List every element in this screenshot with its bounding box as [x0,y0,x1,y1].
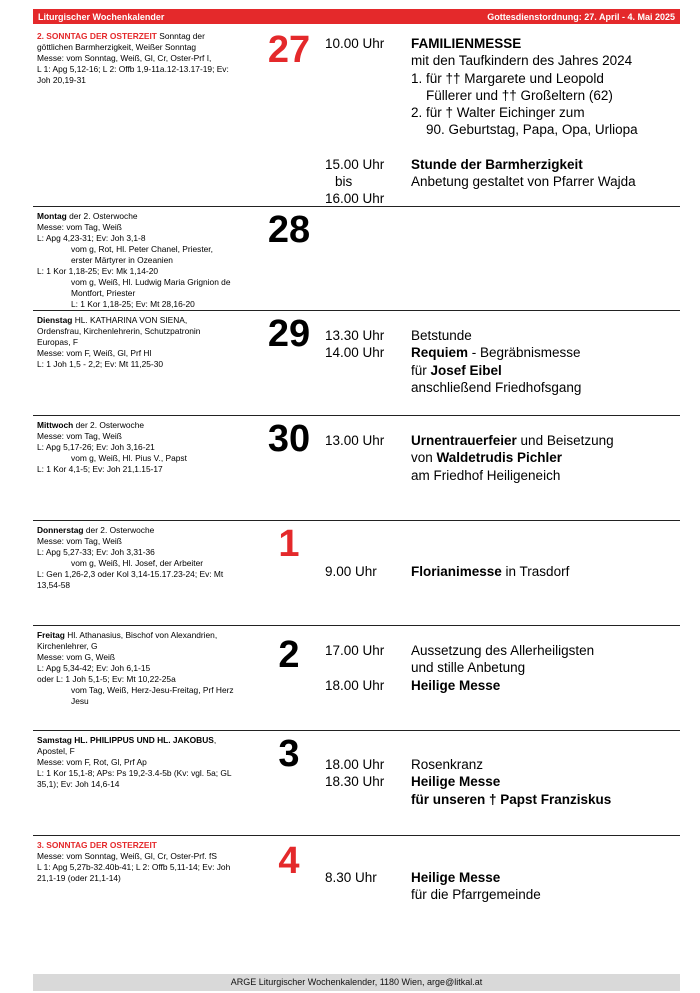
liturgy-line [37,288,261,299]
header-title: Liturgischer Wochenkalender [38,11,165,22]
service-row [325,467,675,484]
service-row [325,756,675,773]
service-title: Josef Eibel [430,362,502,378]
service-text: und Beisetzung [516,433,614,448]
service-time [325,449,411,466]
service-title: Stunde der Barmherzigkeit [411,156,583,172]
liturgy-text: 35,1); Ev: Joh 14,6-14 [37,779,120,789]
day-number: 2 [278,634,300,676]
service-description [411,432,675,449]
service-description [411,70,675,87]
liturgy-day-title: Samstag HL. PHILIPPUS UND HL. JAKOBUS [37,735,214,745]
service-row [325,869,675,886]
spacer [325,529,675,546]
liturgy-line [37,244,261,255]
liturgy-info [37,840,261,884]
service-text: Rosenkranz [411,757,484,772]
service-row [325,791,675,808]
service-description [411,52,675,69]
service-text: Anbetung gestaltet von Pfarrer Wajda [411,174,636,190]
liturgy-line [37,652,261,663]
service-row [325,362,675,379]
liturgy-line [37,53,261,64]
service-time [325,87,411,104]
service-row [325,173,675,190]
service-list [325,529,675,580]
service-row [325,327,675,344]
liturgy-line [37,630,261,641]
service-time: 10.00 Uhr [325,36,385,51]
service-time: 16.00 Uhr [325,191,385,207]
liturgy-text: Messe: vom G, Weiß [37,652,116,662]
liturgy-line [37,873,261,884]
service-title: Heilige Messe [411,677,501,693]
liturgy-text: Apostel, F [37,746,75,756]
service-description [411,87,675,104]
service-title: Heilige Messe [411,870,501,885]
liturgy-text: der 2. Osterwoche [73,420,145,430]
service-description [411,190,675,207]
liturgy-line [37,569,261,580]
day-number: 1 [278,523,300,565]
service-time: 17.00 Uhr [325,643,385,658]
service-row [325,52,675,69]
liturgy-line [37,75,261,86]
liturgy-day-title: Donnerstag [37,525,84,535]
liturgy-text: Kirchenlehrer, G [37,641,98,651]
day-number: 27 [267,29,311,71]
liturgy-line [37,326,261,337]
spacer [325,861,675,869]
service-text: - Begräbnismesse [468,345,581,361]
liturgy-text: vom g, Weiß, Hl. Ludwig Maria Grignion de [71,277,231,287]
service-list [325,319,675,396]
day-block [33,311,680,416]
liturgy-text: L: Apg 5,17-26; Ev: Joh 3,16-21 [37,442,155,452]
day-block [33,626,680,731]
liturgy-text: Messe: vom Tag, Weiß [37,536,122,546]
service-title: für unseren † Papst Franziskus [411,791,612,807]
liturgy-line [37,337,261,348]
liturgy-text: göttlichen Barmherzigkeit, Weißer Sonntag [37,42,197,52]
service-time [325,121,411,138]
service-description [411,869,675,886]
liturgy-line [37,851,261,862]
service-text: 2. für † Walter Eichinger zum [411,105,585,121]
service-description [411,173,675,190]
service-row [325,773,675,790]
liturgy-line [37,580,261,591]
liturgy-line [37,431,261,442]
spacer [325,844,675,861]
service-description [411,379,675,396]
liturgy-line [37,525,261,536]
service-row [325,886,675,903]
service-row [325,104,675,121]
spacer [325,634,675,642]
service-description [411,642,675,659]
liturgy-text: L 1: Apg 5,12-16; L 2: Offb 1,9-11a.12-13.17-19; Ev: [37,64,229,74]
liturgy-info [37,630,261,707]
day-block [33,416,680,521]
liturgy-text: vom g, Weiß, Hl. Josef, der Arbeiter [71,558,204,568]
service-time [325,659,411,676]
liturgy-info [37,31,261,86]
service-time: 18.00 Uhr [325,757,385,772]
service-list [325,35,675,208]
service-description [411,104,675,121]
liturgy-line [37,464,261,475]
spacer [325,424,675,432]
liturgy-line [37,558,261,569]
liturgy-text: L: Apg 4,23-31; Ev: Joh 3,1-8 [37,233,146,243]
service-description [411,156,675,173]
service-description [411,449,675,466]
liturgy-text: vom Tag, Weiß, Herz-Jesu-Freitag, Prf Herz [71,685,234,695]
service-time: bis [335,174,353,190]
service-time: 9.00 Uhr [325,564,377,579]
liturgy-text: , [213,735,217,745]
service-description [411,677,675,694]
liturgy-line [37,222,261,233]
service-title: Waldetrudis Pichler [436,450,563,466]
liturgy-line [37,266,261,277]
service-text: Füllerer und †† Großeltern (62) [426,87,613,103]
liturgy-text: L: 1 Joh 1,5 - 2,2; Ev: Mt 11,25-30 [37,359,164,369]
liturgy-line [37,862,261,873]
service-time [325,379,411,396]
liturgy-text: Messe: vom Tag, Weiß [37,431,122,441]
liturgy-day-title: 2. SONNTAG DER OSTERZEIT [37,31,157,41]
liturgy-text: HL. KATHARINA VON SIENA, [72,315,188,325]
liturgy-text: L: Apg 5,34-42; Ev: Joh 6,1-15 [37,663,151,673]
service-description [411,121,675,138]
service-list [325,424,675,484]
liturgy-text: Messe: vom Sonntag, Weiß, Gl, Cr, Oster-Prf. fS [37,851,217,861]
day-number: 3 [278,733,300,775]
service-row [325,156,675,173]
liturgy-day-title: Freitag [37,630,65,640]
liturgy-day-title: Montag [37,211,67,221]
service-time: 13.00 Uhr [325,433,385,448]
liturgy-line [37,233,261,244]
liturgy-day-title: Mittwoch [37,420,74,430]
liturgy-line [37,64,261,75]
liturgy-line [37,746,261,757]
day-number: 4 [278,840,300,882]
service-row [325,70,675,87]
liturgy-text: Jesu [71,696,89,706]
liturgy-line [37,42,261,53]
liturgy-text: L 1: Apg 5,27b-32.40b-41; L 2: Offb 5,11-14; Ev: Joh [37,862,231,872]
liturgy-line [37,277,261,288]
service-text: 90. Geburtstag, Papa, Opa, Urliopa [426,122,638,138]
liturgy-line [37,299,261,310]
service-text: für die Pfarrgemeinde [411,887,541,903]
spacer [325,319,675,327]
service-text: von [411,450,437,466]
liturgy-line [37,255,261,266]
service-time: 18.30 Uhr [325,774,385,790]
service-list [325,634,675,694]
spacer [325,139,675,156]
service-row [325,449,675,466]
service-row [325,563,675,580]
service-text: in Trasdorf [501,564,570,579]
service-text: Betstunde [411,328,472,343]
spacer [325,739,675,756]
liturgy-line [37,674,261,685]
header-date-range: Gottesdienstordnung: 27. April - 4. Mai 2025 [487,11,675,22]
service-description [411,773,675,790]
liturgy-line [37,641,261,652]
service-description [411,344,675,361]
service-description [411,35,675,52]
liturgy-info [37,735,261,790]
day-block [33,27,680,207]
service-description [411,659,675,676]
liturgy-text: vom g, Weiß, Hl. Pius V., Papst [71,453,187,463]
liturgy-text: Montfort, Priester [71,288,136,298]
liturgy-text: L: 1 Kor 1,18-25; Ev: Mk 1,14-20 [37,266,159,276]
day-number: 28 [267,209,311,251]
service-row [325,659,675,676]
service-description [411,886,675,903]
day-block [33,521,680,626]
liturgy-line [37,348,261,359]
service-title: FAMILIENMESSE [411,36,522,51]
liturgy-line [37,420,261,431]
liturgy-info [37,420,261,475]
liturgy-info [37,315,261,370]
liturgy-line [37,547,261,558]
liturgy-line [37,768,261,779]
liturgy-text: oder L: 1 Joh 5,1-5; Ev: Mt 10,22-25a [37,674,176,684]
liturgy-info [37,525,261,591]
service-time [325,70,411,87]
liturgy-line [37,442,261,453]
liturgy-line [37,359,261,370]
service-row [325,642,675,659]
service-row [325,87,675,104]
liturgy-line [37,31,261,42]
service-time [325,467,411,484]
service-text: mit den Taufkindern des Jahres 2024 [411,53,633,69]
liturgy-text: Europas, F [37,337,78,347]
liturgy-text: Hl. Athanasius, Bischof von Alexandrien, [64,630,218,640]
service-description [411,467,675,484]
liturgy-line [37,779,261,790]
service-row [325,190,675,207]
service-text: für [411,362,431,378]
spacer [325,546,675,563]
liturgy-text: Messe: vom F, Weiß, Gl, Prf Hl [37,348,152,358]
service-row [325,677,675,694]
liturgy-text: L: 1 Kor 1,18-25; Ev: Mt 28,16-20 [71,299,195,309]
day-block [33,836,680,935]
liturgy-line [37,757,261,768]
liturgy-info [37,211,261,310]
liturgy-text: Joh 20,19-31 [37,75,86,85]
liturgy-text: L: Gen 1,26-2,3 oder Kol 3,14-15.17.23-24; Ev: Mt [37,569,224,579]
service-text: anschließend Friedhofsgang [411,379,582,395]
liturgy-line [37,663,261,674]
liturgy-line [37,211,261,222]
service-text: und stille Anbetung [411,660,526,676]
service-time: 14.00 Uhr [325,345,385,361]
service-text: am Friedhof Heiligeneich [411,467,561,483]
service-description [411,756,675,773]
liturgy-day-title: Dienstag [37,315,73,325]
liturgy-text: Messe: vom F, Rot, Gl, Prf Ap [37,757,147,767]
service-time [325,362,411,379]
liturgy-line [37,315,261,326]
service-time [325,791,411,808]
liturgy-line [37,453,261,464]
service-time: 18.00 Uhr [325,677,385,693]
liturgy-text: 21,1-19 (oder 21,1-14) [37,873,121,883]
day-number: 30 [267,418,311,460]
page-footer: ARGE Liturgischer Wochenkalender, 1180 Wien, arge@litkal.at [33,974,680,991]
service-list [325,844,675,904]
liturgy-text: vom g, Rot, Hl. Peter Chanel, Priester, [71,244,213,254]
service-title: Requiem [411,345,469,361]
service-description [411,327,675,344]
liturgy-line [37,840,261,851]
liturgy-text: L: 1 Kor 15,1-8; APs: Ps 19,2-3.4-5b (Kv: vgl. 5a; GL [37,768,232,778]
service-row [325,432,675,449]
liturgy-text: der 2. Osterwoche [83,525,155,535]
liturgy-text: Ordensfrau, Kirchenlehrerin, Schutzpatronin [37,326,201,336]
service-time: 13.30 Uhr [325,328,385,343]
liturgy-text: erster Märtyrer in Ozeanien [71,255,173,265]
service-row [325,35,675,52]
liturgy-text: Messe: vom Tag, Weiß [37,222,122,232]
service-title: Florianimesse [411,564,502,579]
liturgy-text: Sonntag der [156,31,205,41]
service-row [325,379,675,396]
liturgy-line [37,536,261,547]
liturgy-line [37,735,261,746]
service-text: Aussetzung des Allerheiligsten [411,643,595,658]
service-time [325,104,411,121]
day-number: 29 [267,313,311,355]
liturgy-line [37,696,261,707]
day-block [33,207,680,311]
liturgy-day-title: 3. SONNTAG DER OSTERZEIT [37,840,157,850]
service-time: 15.00 Uhr [325,156,385,172]
service-title: Urnentrauerfeier [411,433,517,448]
service-row [325,121,675,138]
service-description [411,362,675,379]
liturgy-text: L: Apg 5,27-33; Ev: Joh 3,31-36 [37,547,155,557]
service-row [325,344,675,361]
service-description [411,563,675,580]
service-description [411,791,675,808]
service-text: 1. für †† Margarete und Leopold [411,70,604,86]
liturgy-text: der 2. Osterwoche [66,211,138,221]
liturgy-text: 13,54-58 [37,580,71,590]
day-block [33,731,680,836]
liturgy-text: Messe: vom Sonntag, Weiß, Gl, Cr, Oster-Prf I, [37,53,212,63]
calendar-header [33,9,680,24]
liturgy-text: L: 1 Kor 4,1-5; Ev: Joh 21,1.15-17 [37,464,163,474]
service-title: Heilige Messe [411,774,501,790]
service-time [325,886,411,903]
service-time [325,52,411,69]
service-time: 8.30 Uhr [325,870,377,885]
liturgy-line [37,685,261,696]
service-list [325,739,675,808]
